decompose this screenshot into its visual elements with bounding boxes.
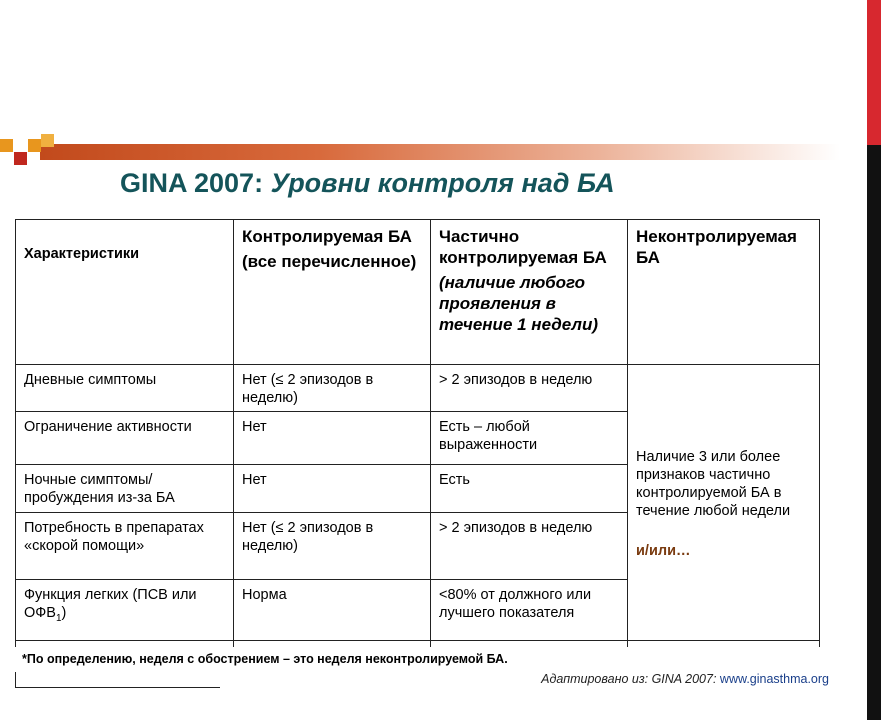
divider <box>15 672 16 688</box>
row-controlled: Нет (≤ 2 эпизодов в неделю) <box>234 365 431 412</box>
row-label-main: Функция легких (ПСВ или ОФВ <box>24 587 197 621</box>
row-label: Ограничение активности <box>16 412 234 465</box>
row-partly: Есть – любой выраженности <box>431 412 628 465</box>
logo-square <box>41 134 54 147</box>
table-row-clipped <box>16 641 820 648</box>
header-uncontrolled <box>628 220 820 365</box>
header-partly-subtitle: (наличие любого проявления в течение 1 недели) <box>439 273 599 334</box>
uncontrolled-text: Наличие 3 или более признаков частично контролируемой БА в течение любой недели <box>636 448 791 519</box>
row-partly: > 2 эпизодов в неделю <box>431 513 628 580</box>
row-label: Потребность в препаратах «скорой помощи» <box>16 513 234 580</box>
table-row <box>16 365 820 412</box>
title-italic: Уровни контроля над БА <box>270 168 615 198</box>
row-label: Ночные симптомы/ пробуждения из-за БА <box>16 465 234 513</box>
uncontrolled-and-or: и/или… <box>636 542 691 559</box>
header-decoration <box>0 134 840 170</box>
header-partly <box>431 220 628 365</box>
logo-square <box>14 152 27 165</box>
control-levels-table-wrapper <box>15 219 820 647</box>
header-controlled-title: Контролируемая БА <box>242 227 412 246</box>
row-controlled: Нет <box>234 412 431 465</box>
header-gradient-band <box>40 144 840 160</box>
row-controlled: Норма <box>234 580 431 641</box>
row-partly: Есть <box>431 465 628 513</box>
uncontrolled-cell <box>628 365 820 641</box>
accent-bar-red <box>867 0 881 145</box>
row-label-subscript: 1 <box>55 612 62 624</box>
control-levels-table <box>15 219 820 647</box>
row-partly: <80% от должного или лучшего показателя <box>431 580 628 641</box>
header-characteristics: Характеристики <box>16 220 234 365</box>
row-label-end: ) <box>61 605 67 621</box>
title-bold: GINA 2007: <box>120 168 264 198</box>
header-partly-title: Частично контролируемая БА <box>439 227 607 267</box>
header-controlled-subtitle: (все перечисленное) <box>242 252 417 271</box>
source-link[interactable]: www.ginasthma.org <box>719 672 829 686</box>
slide-title <box>120 168 615 199</box>
table-header-row <box>16 220 820 365</box>
logo-square <box>28 139 41 152</box>
source-citation <box>541 672 829 686</box>
header-uncontrolled-title: Неконтролируемая БА <box>636 227 797 267</box>
accent-bar-black <box>867 145 881 720</box>
logo-square <box>0 139 13 152</box>
row-label: Дневные симптомы <box>16 365 234 412</box>
header-controlled <box>234 220 431 365</box>
row-partly: > 2 эпизодов в неделю <box>431 365 628 412</box>
footnote: *По определению, неделя с обострением – это неделя неконтролируемой БА. <box>22 652 508 666</box>
source-prefix: Адаптировано из: GINA 2007: <box>541 672 717 686</box>
row-controlled: Нет <box>234 465 431 513</box>
divider <box>15 687 220 688</box>
row-controlled: Нет (≤ 2 эпизодов в неделю) <box>234 513 431 580</box>
row-label <box>16 580 234 641</box>
